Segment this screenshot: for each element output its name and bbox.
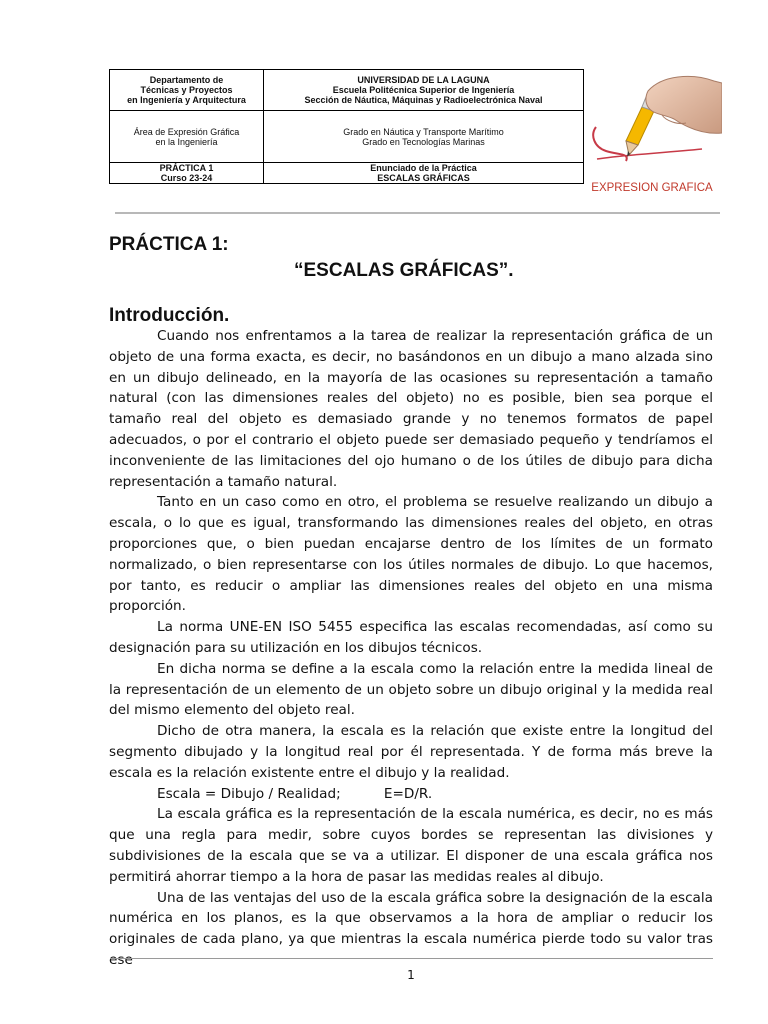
hand-icon bbox=[646, 76, 722, 133]
section-heading: Introducción. bbox=[109, 305, 230, 326]
practice-title: PRÁCTICA 1: bbox=[109, 234, 229, 255]
department-line: Departamento de bbox=[149, 75, 224, 85]
practice-subtitle: “ESCALAS GRÁFICAS”. bbox=[294, 260, 514, 281]
department-line: en Ingeniería y Arquitectura bbox=[127, 95, 246, 105]
degree-line: Grado en Náutica y Transporte Marítimo bbox=[343, 126, 504, 137]
department-cell bbox=[110, 70, 264, 111]
formula-line: Escala = Dibujo / Realidad; E=D/R. bbox=[157, 785, 433, 802]
paragraph: Tanto en un caso como en otro, el problema se resuelve realizando un dibujo a escala, o lo que es igual, transformando las dimensiones reales del objeto, en otras proporciones que, o bien puedan encajarse dentro de los límites de un formato normalizado, o bien representarse con los útiles normales de dibujo. Lo que hacemos, por tanto, es reducir o ampliar las dimensiones reales del objeto en una misma proporción. bbox=[109, 494, 713, 615]
university-line: UNIVERSIDAD DE LA LAGUNA bbox=[357, 75, 490, 85]
course-line: Curso 23-24 bbox=[160, 173, 213, 183]
degree-line: Grado en Tecnologías Marinas bbox=[362, 136, 485, 147]
university-line: Escuela Politécnica Superior de Ingeniería bbox=[332, 85, 515, 95]
statement-line: Enunciado de la Práctica bbox=[370, 163, 477, 173]
pencil-logo-icon bbox=[582, 69, 722, 197]
body-text bbox=[109, 326, 713, 971]
department-line: Técnicas y Proyectos bbox=[140, 85, 233, 95]
paragraph: En dicha norma se define a la escala como la relación entre la medida lineal de la representación de un elemento de un objeto sobre un dibujo original y la medida real del mismo elemento del objeto real. bbox=[109, 660, 713, 719]
area-cell bbox=[110, 111, 264, 163]
paragraph: La escala gráfica es la representación de la escala numérica, es decir, no es más que una regla para medir, sobre cuyos bordes se representan las divisiones y subdivisiones de la escala que se va a utilizar. El disponer de una escala gráfica nos permitirá ahorrar tiempo a la hora de pasar las medidas reales al dibujo. bbox=[109, 806, 713, 885]
paragraph: Cuando nos enfrentamos a la tarea de realizar la representación gráfica de un objeto de una forma exacta, es decir, no basándonos en un dibujo a mano alzada sino en un dibujo delineado, en la mayoría de las ocasiones su representación a tamaño natural (con las dimensiones reales del objeto) no es posible, bien sea porque el tamaño real del objeto es demasiado grande y no tenemos formatos de papel adecuados, o por el contrario el objeto puede ser demasiado pequeño y tendríamos el inconveniente de las limitaciones del ojo humano o de los útiles de dibujo para dicha representación a tamaño natural. bbox=[109, 328, 713, 490]
paragraph: Una de las ventajas del uso de la escala gráfica sobre la designación de la escala numérica en los planos, es la que observamos a la hora de ampliar o reducir los originales de cada plano, ya que mientras la escala numérica pierde todo su valor tras ese bbox=[109, 889, 713, 968]
header-table bbox=[109, 69, 584, 184]
header-divider bbox=[115, 212, 720, 214]
area-line: en la Ingeniería bbox=[155, 136, 218, 147]
university-cell bbox=[264, 70, 584, 111]
logo-text: EXPRESION GRAFICA bbox=[591, 182, 713, 194]
statement-cell bbox=[264, 163, 584, 184]
expresion-grafica-logo bbox=[582, 69, 722, 197]
practice-line: PRÁCTICA 1 bbox=[159, 163, 214, 173]
area-line: Área de Expresión Gráfica bbox=[133, 126, 240, 137]
practice-cell bbox=[110, 163, 264, 184]
statement-line: ESCALAS GRÁFICAS bbox=[377, 173, 470, 183]
paragraph: Dicho de otra manera, la escala es la relación que existe entre la longitud del segmento dibujado y la longitud real por él representada. Y de forma más breve la escala es la relación existente entre el dibujo y la realidad. bbox=[109, 723, 713, 781]
footer-divider bbox=[110, 958, 713, 959]
degrees-cell bbox=[264, 111, 584, 163]
page-number: 1 bbox=[407, 968, 415, 982]
university-line: Sección de Náutica, Máquinas y Radioelectrónica Naval bbox=[304, 95, 543, 105]
paragraph: La norma UNE-EN ISO 5455 especifica las escalas recomendadas, así como su designación para su utilización en los dibujos técnicos. bbox=[109, 619, 713, 656]
